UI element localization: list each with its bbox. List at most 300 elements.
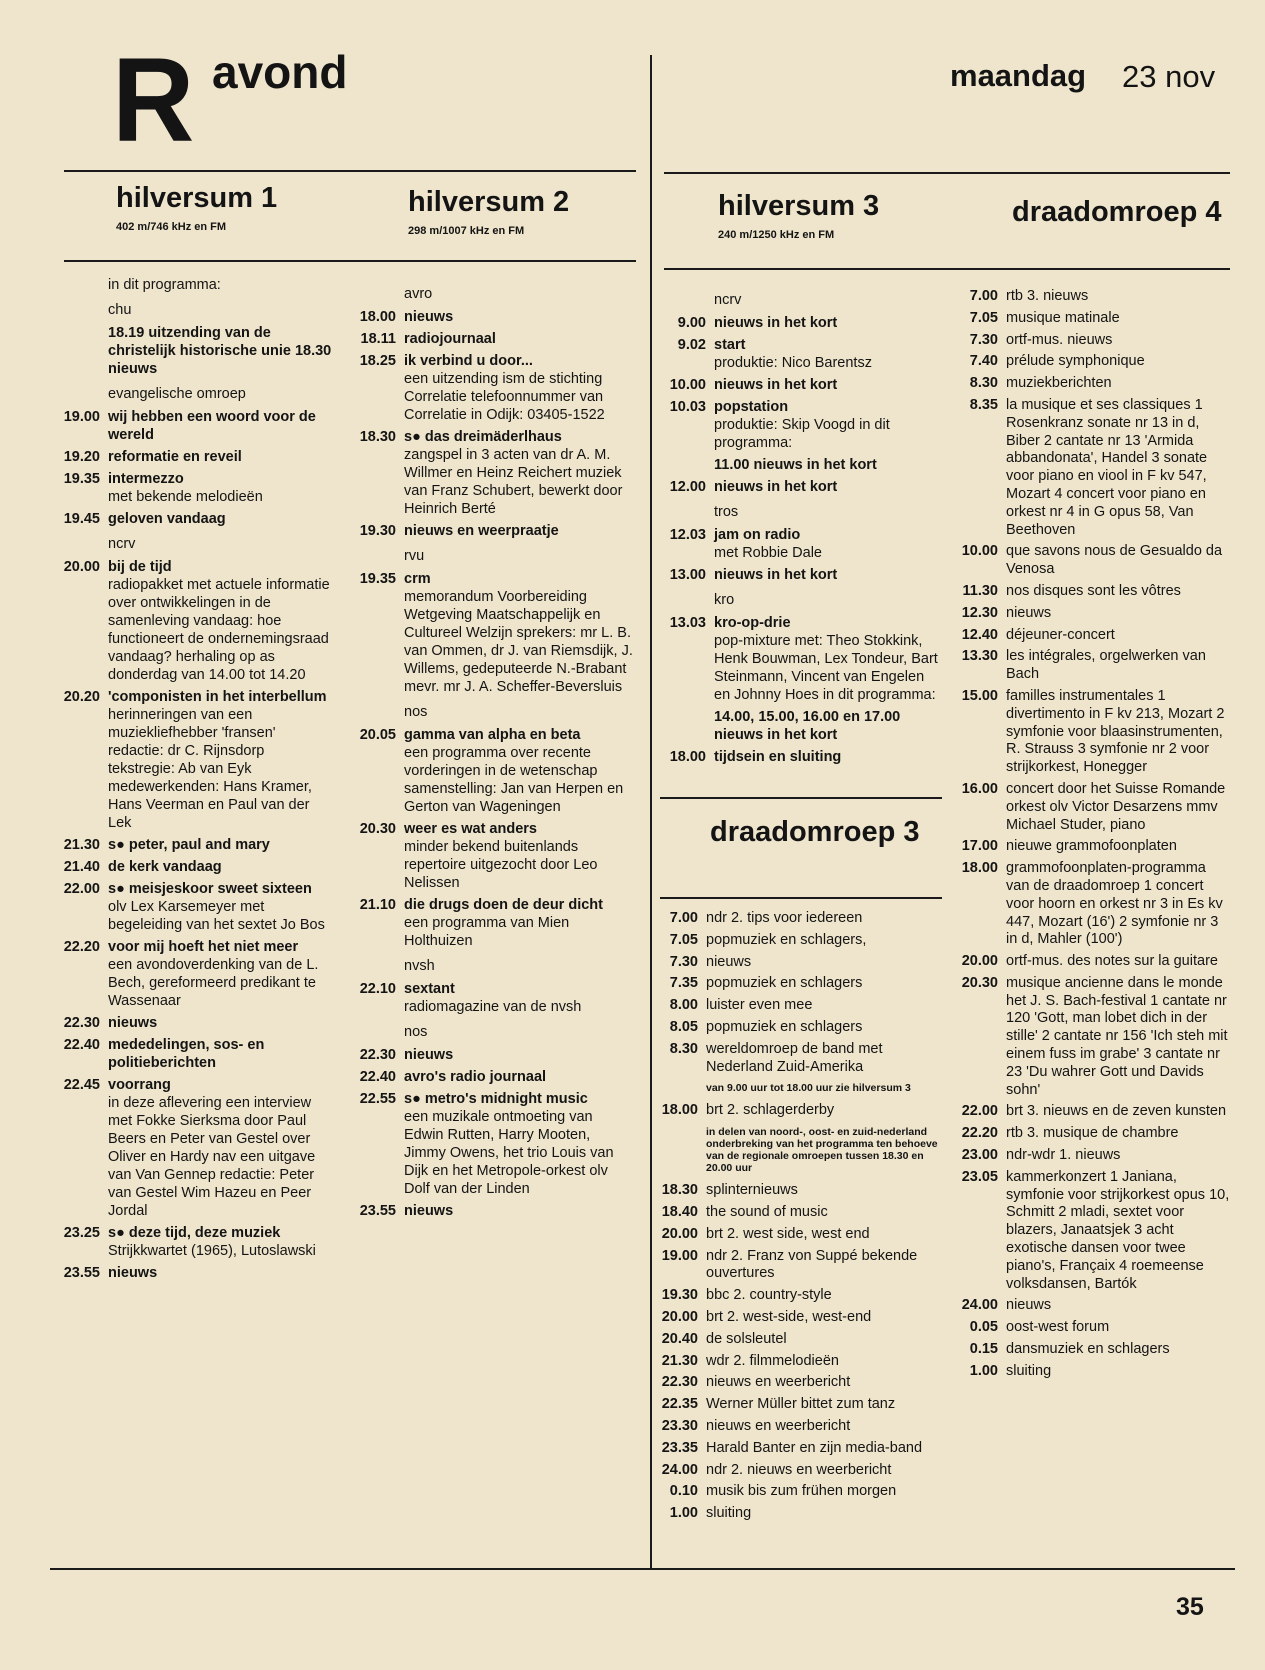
program-item — [338, 980, 634, 1016]
program-time: 9.00 — [677, 315, 706, 331]
program-title: ik verbind u door... — [404, 353, 533, 369]
program-time: 7.05 — [669, 931, 698, 948]
program-time: 7.05 — [969, 309, 998, 326]
program-time: 12.00 — [669, 479, 706, 495]
program-description: een programma over recente vorderingen in de wetenschap samenstelling: Jan van Herpen en Gerton van Wageningen — [404, 745, 624, 815]
program-time: 8.30 — [669, 1040, 698, 1057]
program-description: ndr 2. nieuws en weerbericht — [706, 1461, 892, 1478]
program-item — [640, 1102, 940, 1120]
program-time: 13.00 — [669, 567, 706, 583]
program-time: 20.40 — [661, 1330, 698, 1347]
program-time: 20.20 — [63, 689, 100, 705]
program-item — [938, 583, 1230, 601]
program-item — [338, 352, 634, 424]
program-description: grammofoonplaten-programma van de draadomroep 1 concert voor hoorn en orkest nr 3 in Es kv 447, Mozart (16') 2 symfonie nr 3 in d, Mahler (100') — [1006, 860, 1223, 948]
header-hilversum-3 — [718, 190, 879, 241]
program-item — [650, 748, 944, 766]
program-description: met bekende melodieën — [108, 489, 263, 505]
program-item — [44, 558, 332, 684]
program-description: minder bekend buitenlands repertoire uitgezocht door Leo Nelissen — [404, 839, 598, 891]
program-item — [938, 648, 1230, 684]
broadcaster-label: nos — [404, 1024, 428, 1040]
program-title: geloven vandaag — [108, 511, 226, 527]
program-description: rtb 3. musique de chambre — [1006, 1125, 1179, 1142]
program-description: prélude symphonique — [1006, 353, 1145, 370]
program-description: nieuws — [1006, 1297, 1052, 1314]
program-description: produktie: Nico Barentsz — [714, 355, 872, 371]
broadcaster-label: rvu — [404, 548, 425, 564]
program-time: 8.30 — [969, 375, 998, 392]
schedule-draadomroep-3 — [640, 910, 940, 1527]
program-item — [640, 1505, 940, 1523]
program-description: brt 2. west side, west end — [706, 1225, 870, 1242]
program-item — [938, 1297, 1230, 1315]
program-time: 23.00 — [961, 1147, 998, 1164]
program-description: wereldomroep de band met Nederland Zuid-Amerika — [706, 1040, 883, 1075]
program-time: 10.00 — [961, 543, 998, 560]
program-description: pop-mixture met: Theo Stokkink, Henk Bouwman, Lex Tondeur, Bart Steinmann, Vincent van Engelen en Johnny Hoes in dit programma: — [714, 633, 938, 703]
schedule-draadomroep-4 — [938, 288, 1230, 1385]
program-description: een avondoverdenking van de L. Bech, gereformeerd predikant te Wassenaar — [108, 957, 319, 1009]
program-time: 16.00 — [961, 780, 998, 797]
program-title: voorrang — [108, 1077, 171, 1093]
program-time: 0.15 — [969, 1341, 998, 1358]
program-title: nieuws — [108, 1265, 158, 1281]
program-item — [938, 1319, 1230, 1337]
program-description: ndr-wdr 1. nieuws — [1006, 1147, 1121, 1164]
program-description: la musique et ses classiques 1 Rosenkranz sonate nr 13 in d, Biber 2 cantate nr 13 'Armida abbandonata', Handel 3 sonate voor piano en viool in F kv 547, Mozart 4 concert voor piano en orkest nr 4 in G opus 58, Van Beethoven — [1006, 396, 1208, 538]
program-item — [338, 330, 634, 348]
program-title: nieuws in het kort — [714, 377, 838, 393]
program-description: sluiting — [1006, 1362, 1052, 1379]
program-item — [650, 376, 944, 394]
program-item — [640, 910, 940, 928]
program-item — [44, 1036, 332, 1072]
program-description: olv Lex Karsemeyer met begeleiding van het sextet Jo Bos — [108, 899, 325, 933]
program-title: tijdsein en sluiting — [714, 749, 842, 765]
program-title: s● metro's midnight music — [404, 1091, 588, 1107]
program-time: 18.00 — [961, 860, 998, 877]
program-time: 22.00 — [63, 881, 100, 897]
program-title: crm — [404, 571, 431, 587]
program-time: 22.30 — [63, 1015, 100, 1031]
program-description: memorandum Voorbereiding Wetgeving Maatschappelijk en Cultureel Welzijn sprekers: mr L. B. van Ommen, dr J. van Riemsdijk, J. Willems, gedeputeerde N.-Brabant mevr. mr J. A. Scheffer-Beversluis — [404, 589, 633, 695]
schedule-hilversum-2 — [338, 278, 634, 1224]
program-time: 8.35 — [969, 396, 998, 413]
program-item — [338, 820, 634, 892]
station-frequency: 402 m/746 kHz en FM — [116, 221, 227, 233]
logo-letter: R — [112, 33, 191, 167]
program-item — [338, 570, 634, 696]
program-item — [44, 836, 332, 854]
program-time: 11.30 — [962, 582, 998, 599]
program-item — [938, 543, 1230, 579]
program-time: 22.40 — [359, 1069, 396, 1085]
program-time: 23.35 — [661, 1439, 698, 1456]
program-time: 19.35 — [359, 571, 396, 587]
program-item — [938, 375, 1230, 393]
program-title: nieuws — [404, 1203, 454, 1219]
program-time: 20.30 — [359, 821, 396, 837]
rule-head-right — [664, 268, 1230, 270]
program-time: 21.40 — [63, 859, 100, 875]
rule-d3-head — [660, 897, 942, 899]
section-title: avond — [212, 46, 348, 98]
day-label: maandag — [950, 58, 1087, 93]
header-hilversum-1 — [116, 182, 277, 233]
program-description: splinternieuws — [706, 1182, 798, 1199]
station-frequency: 240 m/1250 kHz en FM — [718, 229, 835, 241]
program-description: wdr 2. filmmelodieën — [706, 1352, 839, 1369]
program-description: brt 2. west-side, west-end — [706, 1308, 872, 1325]
program-title: popstation — [714, 399, 789, 415]
program-title: nieuws — [108, 1015, 158, 1031]
program-time: 7.35 — [669, 975, 698, 992]
schedule-note: van 9.00 uur tot 18.00 uur zie hilversum 3 — [706, 1082, 911, 1095]
program-description: ortf-mus. nieuws — [1006, 331, 1113, 348]
program-item — [44, 276, 332, 294]
program-time: 22.30 — [661, 1374, 698, 1391]
program-time: 7.30 — [669, 953, 698, 970]
program-description: rtb 3. nieuws — [1006, 288, 1089, 304]
program-item — [938, 332, 1230, 350]
program-title: start — [714, 337, 746, 353]
program-item — [338, 1046, 634, 1064]
program-time: 18.30 — [661, 1182, 698, 1199]
station-name: hilversum 3 — [718, 190, 880, 222]
program-description: een muzikale ontmoeting van Edwin Rutten, Harry Mooten, Jimmy Owens, het trio Louis van Dijk en het Metropole-orkest olv Dolf van der Linden — [404, 1109, 614, 1197]
program-item — [44, 408, 332, 444]
program-time: 21.30 — [661, 1352, 698, 1369]
program-item — [640, 932, 940, 950]
program-item — [640, 1353, 940, 1371]
date-label: 23 nov — [1122, 59, 1216, 94]
broadcaster-label: nos — [404, 704, 428, 720]
schedule-note: in delen van noord-, oost- en zuid-nederland onderbreking van het programma ten behoeve van de regionale omroepen tussen 18.30 en 20.00 uur — [706, 1126, 938, 1175]
program-description: sluiting — [706, 1505, 752, 1522]
program-item — [640, 1204, 940, 1222]
program-title: de kerk vandaag — [108, 859, 222, 875]
program-time: 18.40 — [661, 1203, 698, 1220]
program-title: nieuws — [404, 1047, 454, 1063]
program-item — [938, 288, 1230, 306]
program-description: muziekberichten — [1006, 375, 1112, 392]
program-description: dansmuziek en schlagers — [1006, 1341, 1170, 1358]
program-item — [640, 1462, 940, 1480]
program-item — [640, 1374, 940, 1392]
program-title: radiojournaal — [404, 331, 496, 347]
rule-head-left — [64, 260, 636, 262]
program-time: 19.35 — [63, 471, 100, 487]
program-description: oost-west forum — [1006, 1319, 1110, 1336]
program-description: nieuwe grammofoonplaten — [1006, 838, 1177, 855]
broadcaster-label: kro — [714, 592, 735, 608]
program-item — [44, 1076, 332, 1220]
program-item — [938, 953, 1230, 971]
program-title: mededelingen, sos- en politieberichten — [108, 1037, 265, 1071]
program-time: 23.55 — [63, 1265, 100, 1281]
program-title: 14.00, 15.00, 16.00 en 17.00 nieuws in het kort — [714, 709, 901, 743]
program-time: 20.00 — [961, 953, 998, 970]
program-title: 18.19 uitzending van de christelijk historische unie 18.30 nieuws — [108, 325, 332, 377]
rule-bottom — [50, 1568, 1235, 1570]
program-item — [640, 975, 940, 993]
program-description: ndr 2. Franz von Suppé bekende ouvertures — [706, 1247, 918, 1282]
program-item — [938, 1125, 1230, 1143]
broadcaster-label: avro — [404, 286, 433, 302]
program-description: met Robbie Dale — [714, 545, 822, 561]
program-time: 7.00 — [669, 910, 698, 926]
rule-top-left — [64, 170, 636, 172]
program-item — [44, 510, 332, 528]
program-time: 12.30 — [961, 604, 998, 621]
program-time: 18.30 — [359, 429, 396, 445]
program-description: que savons nous de Gesualdo da Venosa — [1006, 543, 1223, 578]
program-item — [44, 1264, 332, 1282]
program-item — [938, 975, 1230, 1100]
program-item — [640, 1396, 940, 1414]
program-description: popmuziek en schlagers, — [706, 931, 867, 948]
program-title: nieuws in het kort — [714, 567, 838, 583]
program-time: 24.00 — [961, 1297, 998, 1314]
program-item — [338, 1202, 634, 1220]
program-item — [44, 880, 332, 934]
program-item — [938, 688, 1230, 777]
program-description: de solsleutel — [706, 1330, 787, 1347]
program-description: nieuws en weerbericht — [706, 1417, 851, 1434]
program-item — [338, 726, 634, 816]
program-item — [44, 448, 332, 466]
program-time: 22.10 — [359, 981, 396, 997]
station-name: draadomroep 3 — [710, 816, 920, 848]
program-description: kammerkonzert 1 Janiana, symfonie voor strijkorkest opus 10, Schmitt 2 mladi, sextet voor blazers, Janaatsjek 3 acht exotische dansen voor twee piano's, Françaix 4 roemeense volksdansen, Bartók — [1006, 1168, 1230, 1292]
broadcaster-label: ncrv — [714, 292, 742, 308]
program-item — [650, 526, 944, 562]
program-description: the sound of music — [706, 1203, 828, 1220]
program-description: concert door het Suisse Romande orkest olv Victor Desarzens mmv Michael Studer, piano — [1006, 780, 1226, 833]
program-item — [44, 858, 332, 876]
program-item — [938, 781, 1230, 834]
program-item — [640, 954, 940, 972]
broadcaster-label: ncrv — [108, 536, 136, 552]
program-title: jam on radio — [714, 527, 801, 543]
program-description: Harald Banter en zijn media-band — [706, 1439, 923, 1456]
program-title: 11.00 nieuws in het kort — [714, 457, 877, 473]
program-time: 23.05 — [961, 1168, 998, 1185]
station-name: hilversum 1 — [116, 182, 278, 214]
program-item — [640, 1019, 940, 1037]
program-time: 20.00 — [63, 559, 100, 575]
program-description: ndr 2. tips voor iedereen — [706, 910, 863, 926]
header-hilversum-2 — [408, 186, 569, 237]
program-time: 10.00 — [669, 377, 706, 393]
program-item — [938, 1341, 1230, 1359]
program-description: een programma van Mien Holthuizen — [404, 915, 570, 949]
program-item — [938, 627, 1230, 645]
program-description: radiomagazine van de nvsh — [404, 999, 582, 1015]
program-description: ortf-mus. des notes sur la guitare — [1006, 953, 1218, 970]
program-time: 22.00 — [961, 1103, 998, 1120]
program-description: in deze aflevering een interview met Fokke Sierksma door Paul Beers en Peter van Gestel over Oliver en Hardy nav een uitgave van Van Gennep redactie: Peter van Gestel Wim Hazeu en Peer Jordal — [108, 1095, 316, 1219]
program-description: bbc 2. country-style — [706, 1287, 832, 1304]
program-item — [650, 314, 944, 332]
program-description: herinneringen van een muziekliefhebber 'fransen' redactie: dr C. Rijnsdorp tekstregie: Ab van Eyk medewerkenden: Hans Kramer, Hans Veerman en Paul van der Lek — [108, 707, 312, 831]
program-title: avro's radio journaal — [404, 1069, 547, 1085]
program-title: nieuws — [404, 309, 454, 325]
program-time: 0.05 — [969, 1319, 998, 1336]
program-description: les intégrales, orgelwerken van Bach — [1006, 648, 1206, 683]
program-item — [938, 605, 1230, 623]
schedule-hilversum-1 — [44, 276, 332, 1286]
program-item — [44, 938, 332, 1010]
program-description: nos disques sont les vôtres — [1006, 582, 1181, 599]
header-draadomroep-4 — [1012, 196, 1227, 229]
program-description: déjeuner-concert — [1006, 626, 1115, 643]
program-time: 1.00 — [669, 1505, 698, 1522]
program-time: 10.03 — [669, 399, 706, 415]
program-time: 19.00 — [63, 409, 100, 425]
program-time: 20.30 — [961, 974, 998, 991]
program-time: 18.00 — [669, 749, 706, 765]
program-title: 'componisten in het interbellum — [108, 689, 327, 705]
program-item — [338, 308, 634, 326]
program-time: 8.05 — [669, 1018, 698, 1035]
program-time: 13.30 — [961, 648, 998, 665]
program-item — [640, 1309, 940, 1327]
program-item — [650, 708, 944, 744]
program-time: 7.30 — [969, 331, 998, 348]
rule-top-right — [664, 172, 1230, 174]
program-time: 19.30 — [661, 1287, 698, 1304]
program-time: 1.00 — [969, 1362, 998, 1379]
program-time: 12.40 — [961, 626, 998, 643]
program-item — [338, 1068, 634, 1086]
program-time: 20.00 — [661, 1308, 698, 1325]
program-time: 19.30 — [359, 523, 396, 539]
program-title: s● meisjeskoor sweet sixteen — [108, 881, 312, 897]
program-time: 22.40 — [63, 1037, 100, 1053]
program-time: 23.30 — [661, 1417, 698, 1434]
broadcaster-label: nvsh — [404, 958, 435, 974]
program-time: 19.20 — [63, 449, 100, 465]
program-description: musik bis zum frühen morgen — [706, 1483, 897, 1500]
program-item — [938, 1169, 1230, 1294]
program-time: 7.40 — [969, 353, 998, 370]
station-name: hilversum 2 — [408, 186, 570, 218]
program-time: 7.00 — [969, 288, 998, 304]
program-description: Werner Müller bittet zum tanz — [706, 1396, 896, 1413]
program-time: 22.45 — [63, 1077, 100, 1093]
header-draadomroep-3 — [710, 816, 935, 849]
program-description: luister even mee — [706, 997, 813, 1014]
program-item — [44, 1014, 332, 1032]
program-item — [640, 1418, 940, 1436]
program-time: 18.00 — [661, 1102, 698, 1119]
program-item — [938, 397, 1230, 539]
program-item — [338, 1090, 634, 1198]
program-description: nieuws — [1006, 604, 1052, 621]
program-title: kro-op-drie — [714, 615, 791, 631]
program-time: 22.20 — [63, 939, 100, 955]
program-time: 21.30 — [63, 837, 100, 853]
program-title: weer es wat anders — [404, 821, 537, 837]
program-time: 23.25 — [63, 1225, 100, 1241]
program-item — [938, 353, 1230, 371]
program-time: 20.00 — [661, 1225, 698, 1242]
program-description: nieuws en weerbericht — [706, 1374, 851, 1391]
program-title: bij de tijd — [108, 559, 172, 575]
broadcaster-label: evangelische omroep — [108, 386, 246, 402]
program-title: gamma van alpha en beta — [404, 727, 581, 743]
program-description: brt 2. schlagerderby — [706, 1102, 835, 1119]
program-time: 19.00 — [661, 1247, 698, 1264]
program-item — [338, 896, 634, 950]
program-item — [650, 566, 944, 584]
program-time: 17.00 — [961, 838, 998, 855]
program-item — [938, 838, 1230, 856]
program-time: 15.00 — [961, 687, 998, 704]
page-number: 35 — [1176, 1593, 1204, 1621]
program-time: 18.25 — [359, 353, 396, 369]
rule-d3-top — [660, 797, 942, 799]
program-time: 24.00 — [661, 1461, 698, 1478]
program-item — [650, 398, 944, 452]
program-title: s● deze tijd, deze muziek — [108, 1225, 281, 1241]
program-title: nieuws in het kort — [714, 479, 838, 495]
program-description: musique matinale — [1006, 309, 1120, 326]
program-time: 22.30 — [359, 1047, 396, 1063]
program-item — [938, 860, 1230, 949]
program-item — [338, 522, 634, 540]
broadcaster-label: chu — [108, 302, 132, 318]
program-description: popmuziek en schlagers — [706, 975, 863, 992]
program-item — [640, 1331, 940, 1349]
program-title: die drugs doen de deur dicht — [404, 897, 603, 913]
program-time: 20.05 — [359, 727, 396, 743]
program-title: wij hebben een woord voor de wereld — [108, 409, 316, 443]
program-item — [938, 1147, 1230, 1165]
program-time: 8.00 — [669, 997, 698, 1014]
program-title: reformatie en reveil — [108, 449, 242, 465]
program-description: produktie: Skip Voogd in dit programma: — [714, 417, 890, 451]
program-description: radiopakket met actuele informatie over ontwikkelingen in de samenleving vandaag: hoe functioneert de ondernemingsraad vandaag? herhaling op as donderdag van 14.00 tot 14.20 — [108, 577, 330, 683]
program-item — [640, 1226, 940, 1244]
program-title: nieuws en weerpraatje — [404, 523, 559, 539]
program-item — [650, 456, 944, 474]
program-item — [640, 997, 940, 1015]
program-item — [938, 1363, 1230, 1381]
program-description: popmuziek en schlagers — [706, 1018, 863, 1035]
program-description: brt 3. nieuws en de zeven kunsten — [1006, 1103, 1227, 1120]
program-item — [44, 1224, 332, 1260]
program-description: zangspel in 3 acten van dr A. M. Willmer en Heinz Reichert muziek van Franz Schubert, bewerkt door Heinrich Berté — [404, 447, 623, 517]
program-title: s● das dreimäderlhaus — [404, 429, 562, 445]
program-item — [938, 1103, 1230, 1121]
program-item — [640, 1182, 940, 1200]
program-item — [338, 428, 634, 518]
program-item — [650, 614, 944, 704]
program-time: 22.20 — [961, 1125, 998, 1142]
program-time: 21.10 — [359, 897, 396, 913]
program-time: 13.03 — [669, 615, 706, 631]
program-description: een uitzending ism de stichting Correlatie telefoonnummer van Correlatie in Odijk: 03405-1522 — [404, 371, 605, 423]
program-item — [650, 336, 944, 372]
program-title: intermezzo — [108, 471, 184, 487]
program-title: voor mij hoeft het niet meer — [108, 939, 299, 955]
program-item — [44, 470, 332, 506]
program-item — [938, 310, 1230, 328]
program-title: nieuws in het kort — [714, 315, 838, 331]
